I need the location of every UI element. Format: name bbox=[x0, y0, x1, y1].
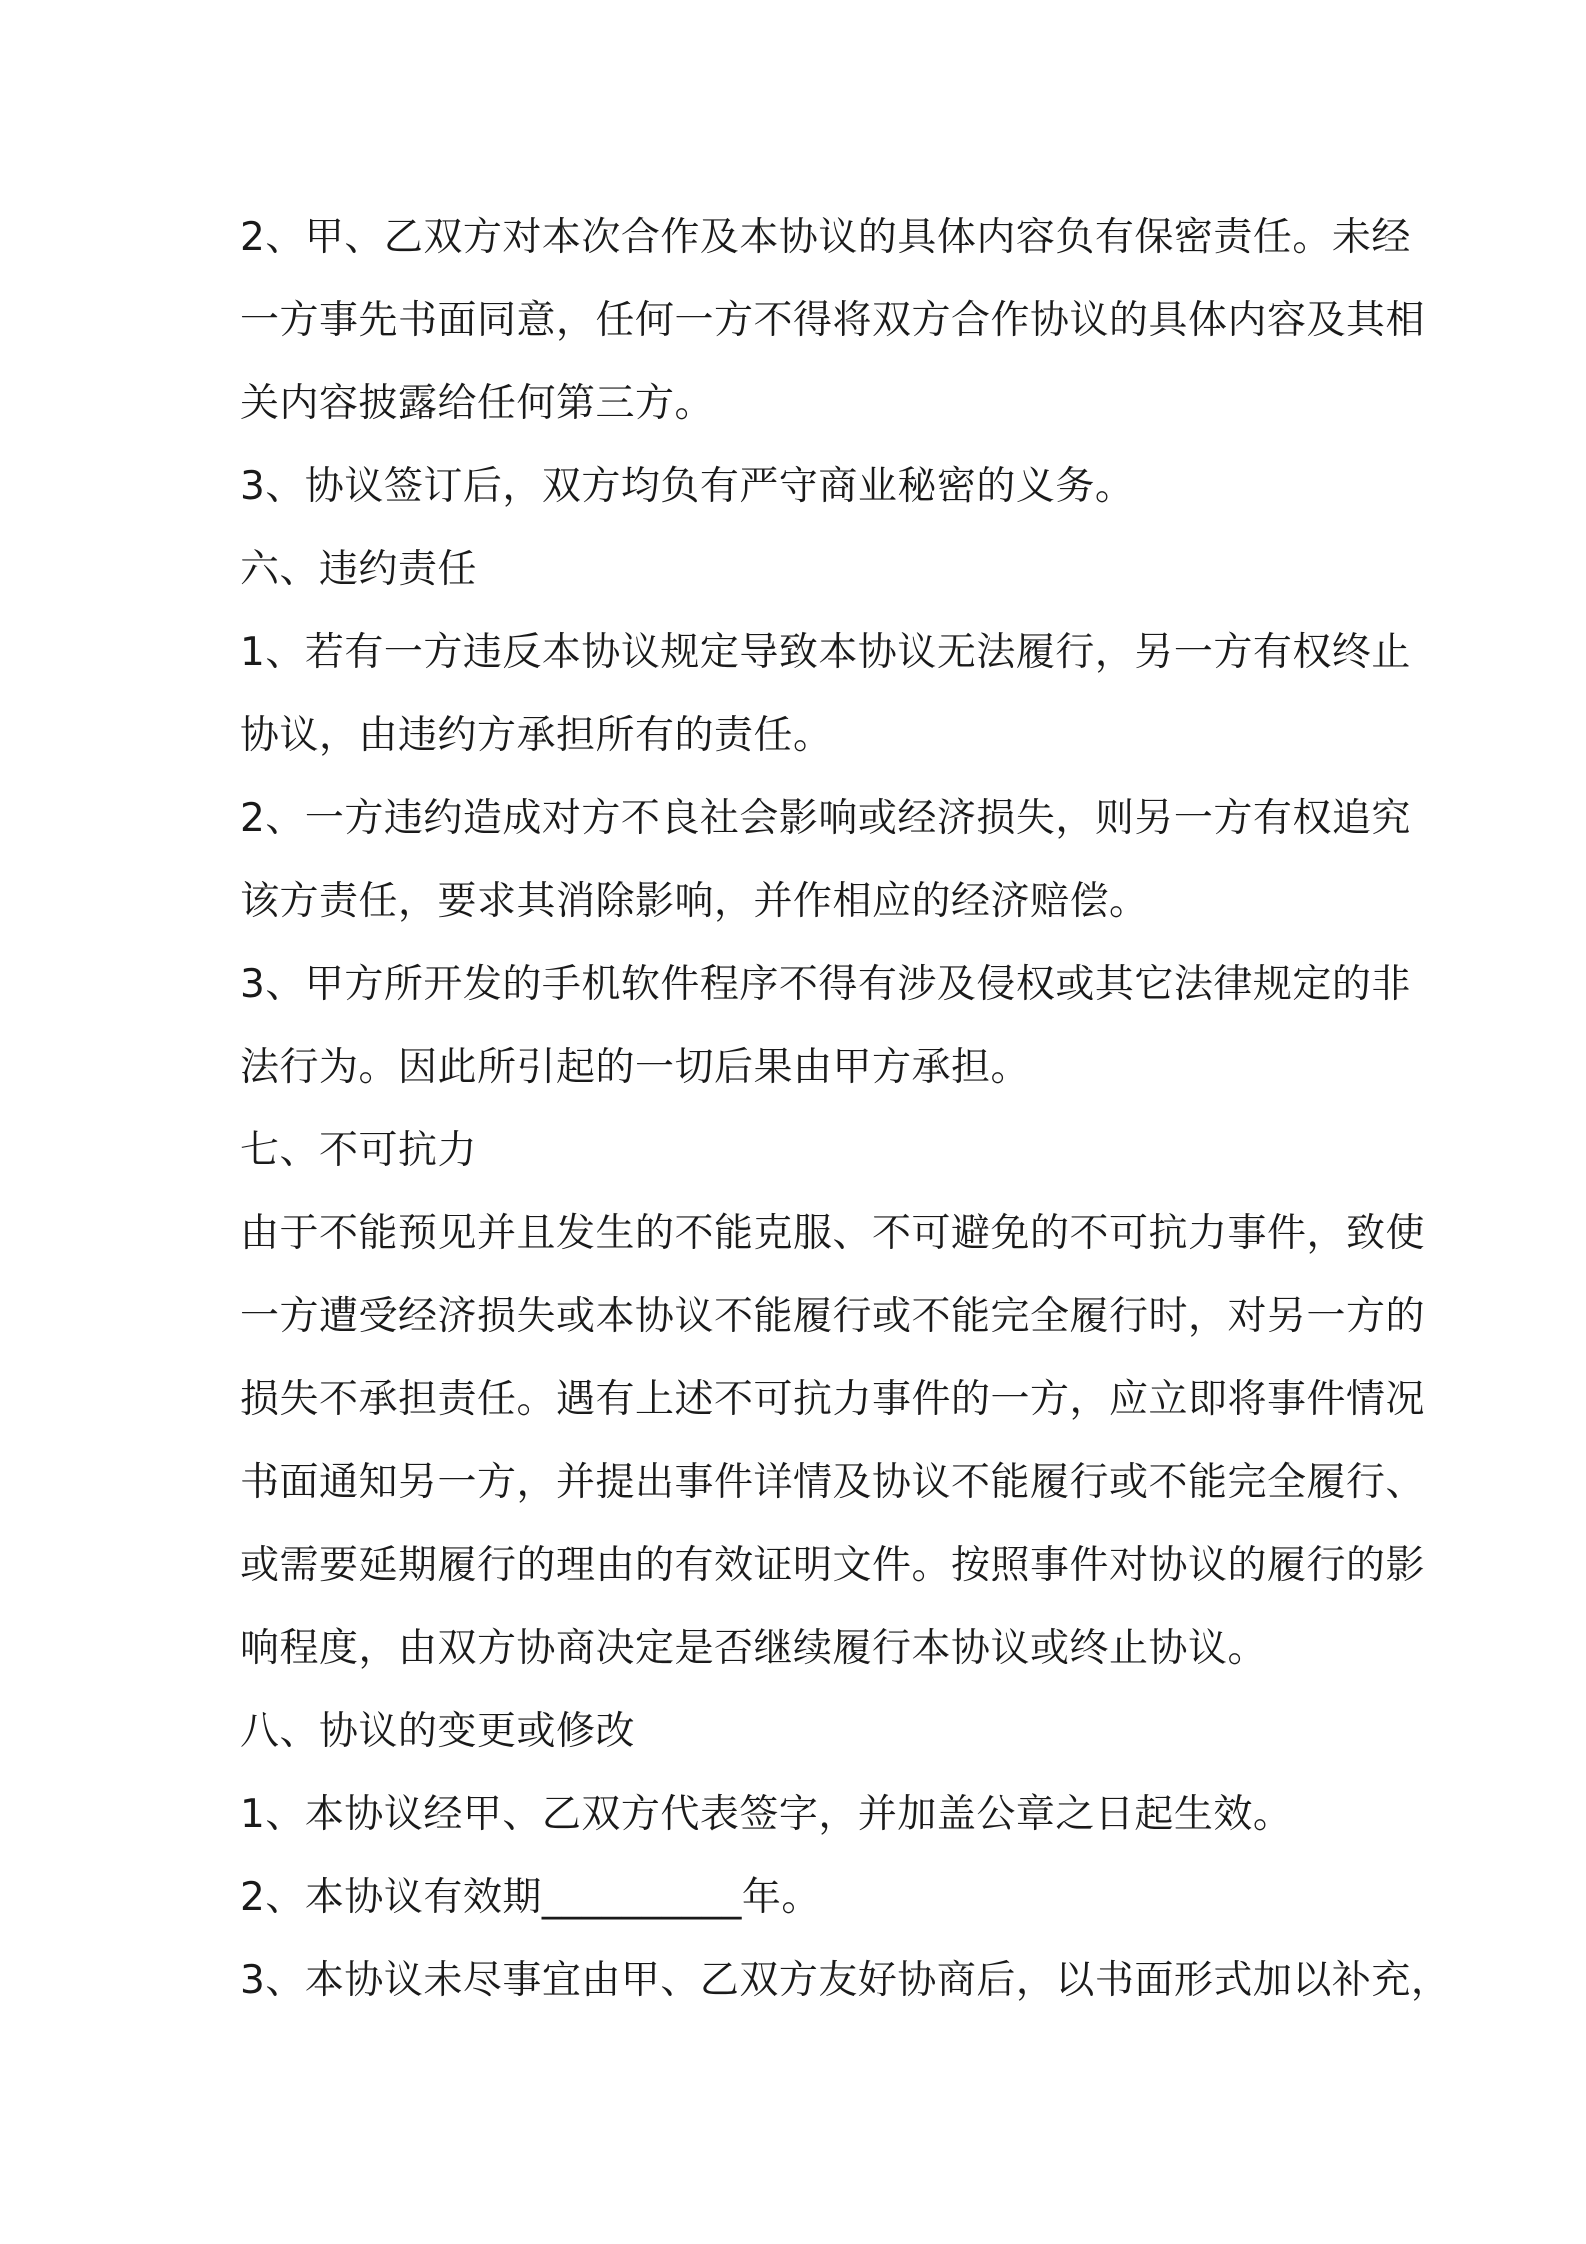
text-line: 一方遭受经济损失或本协议不能履行或不能完全履行时，对另一方的 bbox=[240, 1294, 1426, 1339]
text-line: 2、本协议有效期__________年。 bbox=[240, 1875, 821, 1920]
text-line: 关内容披露给任何第三方。 bbox=[240, 381, 715, 426]
text-line: 3、甲方所开发的手机软件程序不得有涉及侵权或其它法律规定的非 bbox=[240, 962, 1411, 1007]
text-line: 一方事先书面同意，任何一方不得将双方合作协议的具体内容及其相 bbox=[240, 298, 1426, 343]
text-line: 法行为。因此所引起的一切后果由甲方承担。 bbox=[240, 1045, 1031, 1090]
text-line: 响程度，由双方协商决定是否继续履行本协议或终止协议。 bbox=[240, 1626, 1268, 1671]
text-line: 损失不承担责任。遇有上述不可抗力事件的一方，应立即将事件情况 bbox=[240, 1377, 1426, 1422]
text-line: 该方责任，要求其消除影响，并作相应的经济赔偿。 bbox=[240, 879, 1149, 924]
text-line: 1、本协议经甲、乙双方代表签字，并加盖公章之日起生效。 bbox=[240, 1792, 1293, 1837]
section-heading: 七、不可抗力 bbox=[240, 1128, 478, 1173]
text-line: 3、协议签订后，双方均负有严守商业秘密的义务。 bbox=[240, 464, 1135, 509]
section-heading: 六、违约责任 bbox=[240, 547, 478, 592]
text-line: 1、若有一方违反本协议规定导致本协议无法履行，另一方有权终止 bbox=[240, 630, 1411, 675]
section-heading: 八、协议的变更或修改 bbox=[240, 1709, 636, 1754]
document-body bbox=[240, 196, 1451, 2022]
text-line: 2、一方违约造成对方不良社会影响或经济损失，则另一方有权追究 bbox=[240, 796, 1411, 841]
text-line: 或需要延期履行的理由的有效证明文件。按照事件对协议的履行的影 bbox=[240, 1543, 1426, 1588]
text-line: 2、甲、乙双方对本次合作及本协议的具体内容负有保密责任。未经 bbox=[240, 215, 1411, 260]
text-line: 由于不能预见并且发生的不能克服、不可避免的不可抗力事件，致使 bbox=[240, 1211, 1426, 1256]
text-line: 书面通知另一方，并提出事件详情及协议不能履行或不能完全履行、 bbox=[240, 1460, 1426, 1505]
text-line: 3、本协议未尽事宜由甲、乙双方友好协商后，以书面形式加以补充， bbox=[240, 1958, 1451, 2003]
text-line: 协议，由违约方承担所有的责任。 bbox=[240, 713, 833, 758]
